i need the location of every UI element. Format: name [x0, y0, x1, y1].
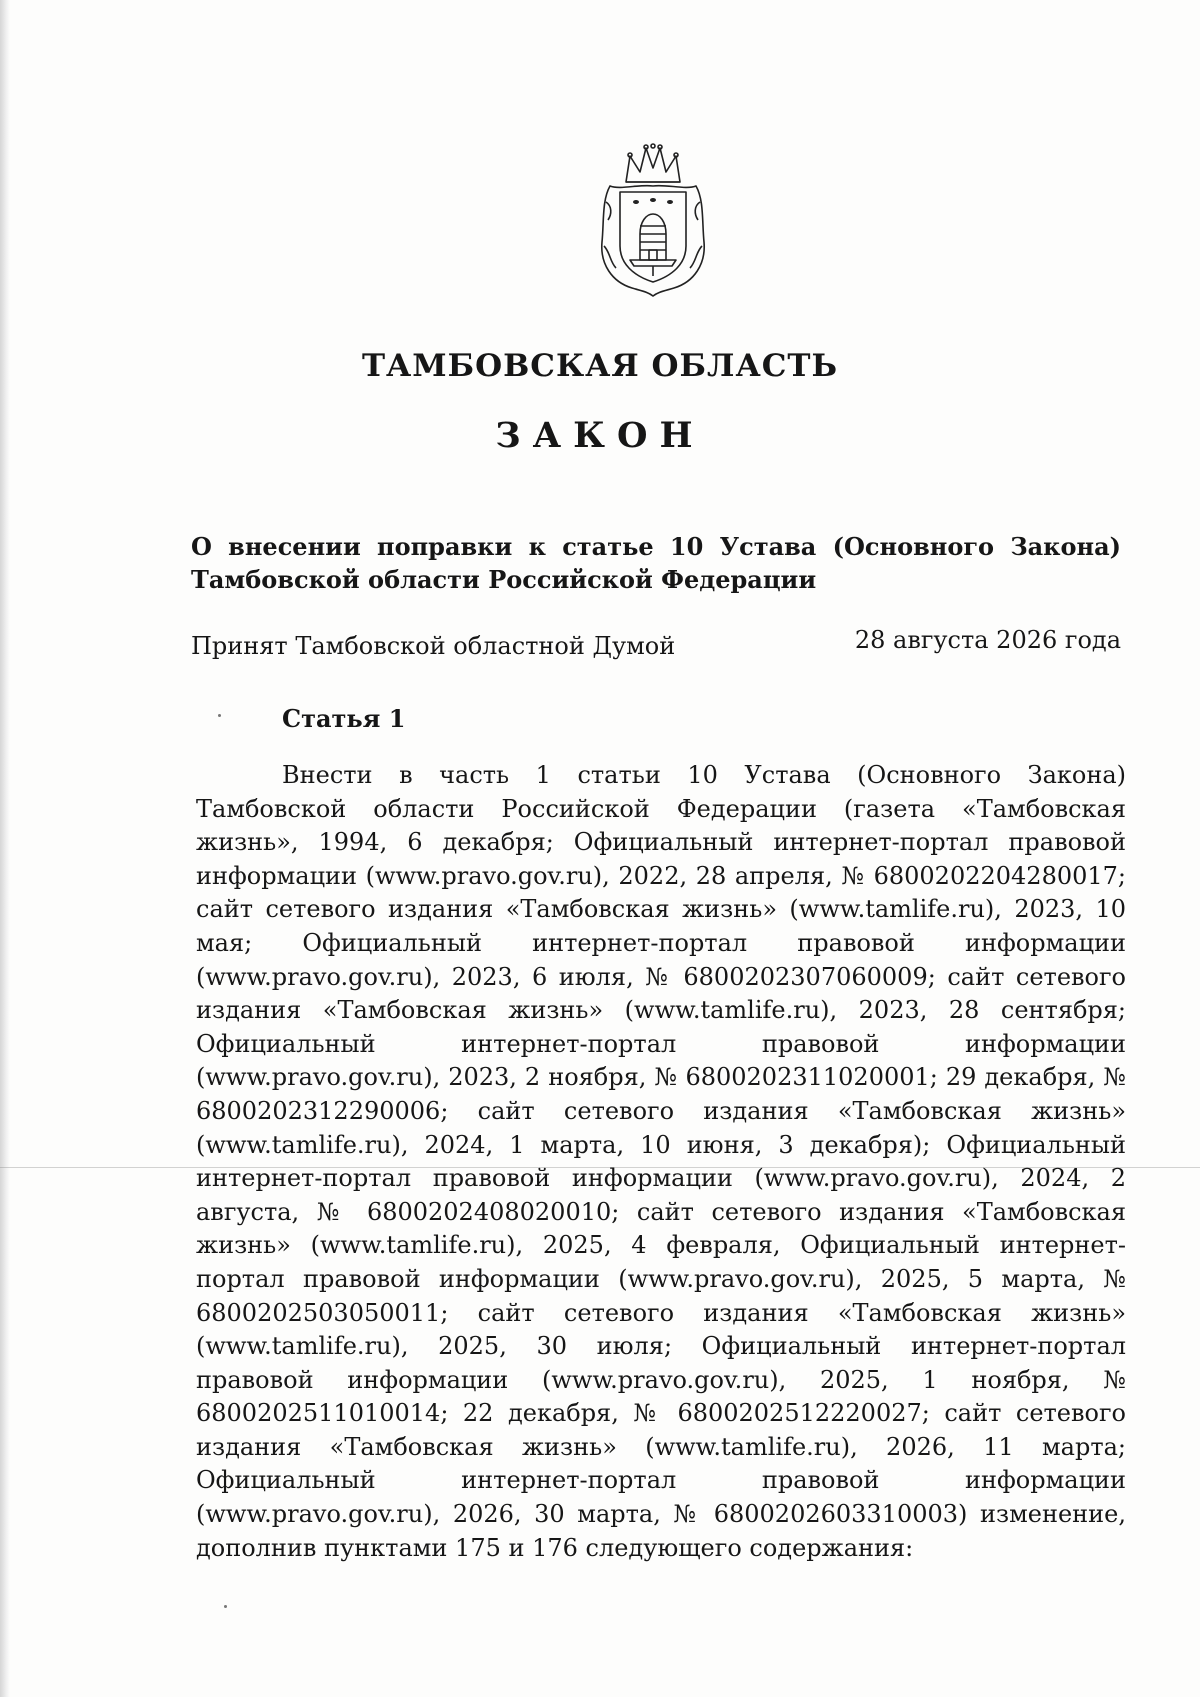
scan-dot — [224, 1605, 227, 1608]
scan-edge-shadow — [0, 0, 10, 1697]
document-type: ЗАКОН — [495, 415, 705, 456]
adopted-by: Принят Тамбовской областной Думой — [191, 632, 676, 660]
tambov-coat-of-arms-icon — [596, 142, 710, 298]
adopted-date: 28 августа 2026 года — [854, 626, 1121, 654]
article-body: Внести в часть 1 статьи 10 Устава (Основного Закона) Тамбовской области Российской Федерации (газета «Тамбовская жизнь», 1994, 6 декабря; Официальный интернет-портал правовой информации (www.pravo.gov.ru), 2022, 28 апреля, № 6800202204280017; сайт сетевого издания «Тамбовская жизнь» (www.tamlife.ru), 2023, 10 мая; Официальный интернет-портал правовой информации (www.pravo.gov.ru), 2023, 6 июля, № 6800202307060009; сайт сетевого издания «Тамбовская жизнь» (www.tamlife.ru), 2023, 28 сентября; Официальный интернет-портал правовой информации (www.pravo.gov.ru), 2023, 2 ноября, № 6800202311020001; 29 декабря, № 6800202312290006; сайт сетевого издания «Тамбовская жизнь» (www.tamlife.ru), 2024, 1 марта, 10 июня, 3 декабря); Официальный интернет-портал правовой информации (www.pravo.gov.ru), 2024, 2 августа, № 6800202408020010; сайт сетевого издания «Тамбовская жизнь» (www.tamlife.ru), 2025, 4 февраля, Официальный интернет-портал правовой информации (www.pravo.gov.ru), 2025, 5 марта, № 6800202503050011; сайт сетевого издания «Тамбовская жизнь» (www.tamlife.ru), 2025, 30 июля; Официальный интернет-портал правовой информации (www.pravo.gov.ru), 2025, 1 ноября, № 6800202511010014; 22 декабря, № 6800202512220027; сайт сетевого издания «Тамбовская жизнь» (www.tamlife.ru), 2026, 11 марта; Официальный интернет-портал правовой информации (www.pravo.gov.ru), 2026, 30 марта, № 6800202603310003) изменение, дополнив пунктами 175 и 176 следующего содержания: — [196, 761, 1126, 1562]
article-heading: Статья 1 — [282, 704, 406, 733]
scan-dot — [218, 714, 221, 717]
region-title: ТАМБОВСКАЯ ОБЛАСТЬ — [361, 348, 839, 384]
law-title: О внесении поправки к статье 10 Устава (Основного Закона) Тамбовской области Российской Федерации — [191, 532, 1121, 594]
